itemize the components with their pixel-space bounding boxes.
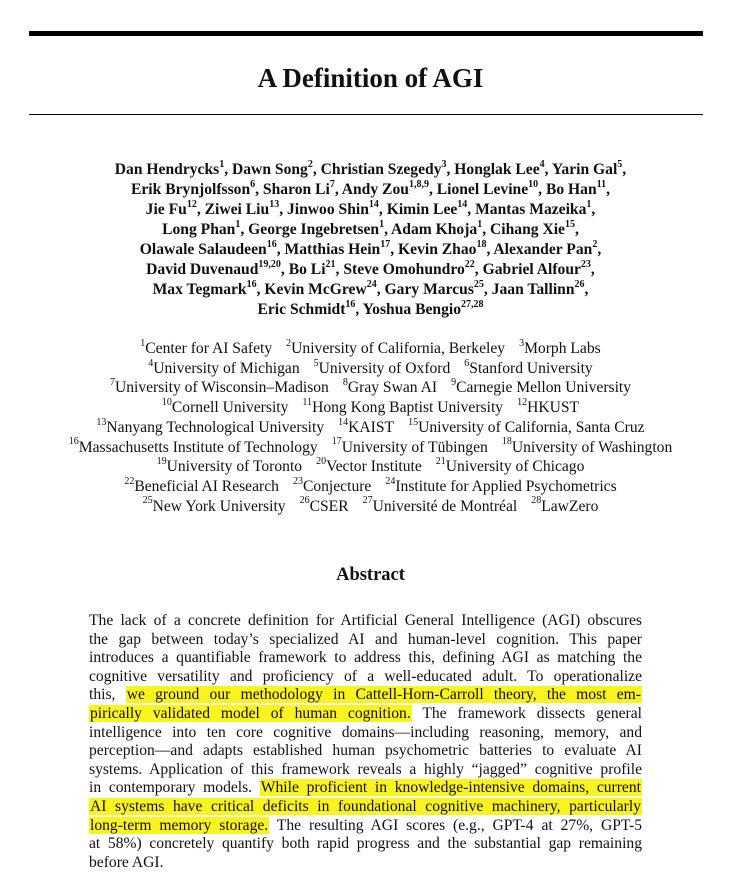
affiliation-item	[531, 495, 599, 515]
affiliation-name: University of Oxford	[318, 359, 451, 377]
abstract-text: perception—and adapts established human psychometric batteries to evaluate AI	[89, 742, 642, 760]
author-name: Honglak Lee	[454, 161, 540, 178]
author-name: Bo Li	[288, 261, 326, 278]
author-affiliation-marker: 2	[307, 158, 313, 170]
author-affiliation-marker: 5	[617, 158, 623, 170]
author-affiliation-marker: 16	[246, 278, 257, 290]
author-affiliation-marker: 1	[586, 198, 592, 210]
abstract-line	[89, 817, 642, 836]
abstract-text: The lack of a concrete definition for Artificial General Intelligence (AGI) obscures	[89, 612, 642, 629]
author-name: Olawale Salaudeen	[139, 241, 267, 258]
author-affiliation-marker: 14	[368, 198, 379, 210]
author-affiliation-marker: 18	[476, 238, 487, 250]
author-name: David Duvenaud	[146, 261, 259, 278]
affiliation-item	[343, 379, 437, 396]
affiliation-number: 23	[292, 475, 303, 487]
affiliation-item	[286, 337, 506, 357]
affiliation-name: University of California, Santa Cruz	[418, 418, 645, 436]
abstract-text: in contemporary models.	[89, 779, 260, 797]
affiliation-number: 8	[342, 377, 348, 389]
affiliation-name: New York University	[152, 497, 286, 515]
affiliation-line	[0, 418, 741, 438]
affiliation-name: KAIST	[348, 418, 395, 436]
author-name: Sharon Li	[262, 181, 330, 198]
abstract-text: this,	[89, 686, 126, 704]
affiliation-item	[68, 436, 318, 456]
affiliation-item	[385, 475, 617, 495]
affiliation-line	[0, 438, 741, 458]
highlighted-text: long-term memory storage.	[90, 816, 269, 834]
affiliation-item	[408, 416, 645, 436]
author-line: Max Tegmark$^{16}$, Kevin McGrew$^{24}$, Gary Marcus$^{25}$, Jaan Tallinn$^{26}$,	[152, 278, 589, 298]
affiliation-item	[316, 458, 422, 475]
abstract-line	[89, 761, 642, 780]
author-affiliation-marker: 16	[266, 238, 277, 250]
author-name: Andy Zou	[341, 181, 409, 198]
abstract-line	[89, 612, 642, 631]
affiliation-name: Gray Swan AI	[347, 379, 438, 397]
affiliation-name: University of California, Berkeley	[291, 340, 506, 357]
affiliation-name: Beneficial AI Research	[134, 477, 279, 495]
author-name: Kevin Zhao	[398, 241, 477, 258]
author-affiliation-marker: 7	[329, 178, 335, 190]
affiliation-item	[517, 396, 580, 417]
abstract-line	[89, 835, 642, 854]
abstract-line	[89, 705, 642, 724]
affiliation-item	[96, 416, 325, 436]
affiliation-name: Vector Institute	[326, 458, 422, 476]
affiliation-number: 1	[140, 337, 146, 349]
affiliation-number: 10	[161, 396, 172, 408]
affiliation-number: 7	[109, 377, 115, 389]
author-affiliation-marker: 17	[380, 238, 391, 250]
affiliation-name: Nanyang Technological University	[106, 418, 325, 436]
affiliation-name: Hong Kong Baptist University	[312, 399, 504, 417]
author-name: Dawn Song	[232, 161, 308, 178]
affiliation-name: CSER	[309, 497, 349, 515]
abstract-text: The resulting AGI scores (e.g., GPT-4 at 27%, GPT-5	[269, 816, 642, 834]
author-name: Erik Brynjolfsson	[130, 181, 251, 198]
affiliation-number: 18	[501, 436, 512, 448]
affiliation-item	[299, 495, 349, 515]
affiliation-item	[157, 458, 303, 475]
affiliation-item	[464, 357, 593, 377]
author-affiliation-marker: 1	[477, 218, 483, 230]
affiliation-line	[0, 359, 741, 379]
author-name: George Ingebretsen	[248, 221, 380, 238]
affiliation-item	[302, 396, 504, 417]
author-affiliation-marker: 25	[473, 278, 484, 290]
author-name: Gabriel Alfour	[482, 261, 581, 278]
abstract-line	[89, 724, 642, 743]
author-affiliation-marker: 2	[592, 238, 598, 250]
affiliation-item	[140, 337, 273, 357]
affiliation-number: 2	[286, 337, 292, 349]
author-affiliation-marker: 14	[457, 198, 468, 210]
author-affiliation-marker: 19,20	[258, 258, 281, 270]
highlighted-text: While proficient in knowledge-intensive domains, current	[260, 779, 641, 797]
author-name: Steve Omohundro	[343, 261, 465, 278]
affiliation-number: 14	[338, 416, 349, 428]
author-name: Yoshua Bengio	[362, 301, 461, 318]
abstract-text: introduces a quantifiable framework to address this, defining AGI as matching the	[89, 649, 642, 667]
author-name: Kevin McGrew	[264, 281, 367, 298]
author-affiliation-marker: 22	[464, 258, 475, 270]
affiliation-item	[313, 357, 451, 377]
affiliation-number: 5	[313, 357, 319, 369]
affiliation-number: 11	[302, 396, 313, 408]
author-name: Max Tegmark	[152, 281, 247, 298]
author-name: Eric Schmidt	[257, 301, 346, 318]
author-affiliation-marker: 21	[325, 258, 336, 270]
author-list	[20, 160, 721, 320]
affiliation-number: 15	[408, 416, 419, 428]
affiliation-item	[142, 495, 286, 515]
author-name: Jie Fu	[145, 201, 187, 218]
affiliation-number: 16	[68, 436, 79, 448]
affiliation-name: Carnegie Mellon University	[456, 379, 632, 397]
abstract-text: at 58%) concretely quantify both rapid progress and the substantial gap remaining	[89, 835, 642, 853]
affiliation-item	[110, 379, 329, 396]
abstract-line	[89, 798, 642, 817]
affiliation-line	[0, 457, 741, 477]
author-name: Yarin Gal	[551, 161, 618, 178]
title-bottom-rule	[29, 114, 703, 115]
abstract-body	[89, 612, 642, 872]
abstract-line	[89, 668, 642, 687]
affiliation-name: Stanford University	[469, 359, 593, 377]
affiliation-line	[0, 497, 741, 517]
author-affiliation-marker: 16	[345, 298, 356, 310]
affiliation-number: 20	[316, 456, 327, 468]
author-affiliation-marker: 23	[580, 258, 591, 270]
affiliation-number: 26	[299, 495, 310, 507]
affiliation-name: University of Washington	[511, 438, 673, 456]
author-name: Christian Szegedy	[320, 161, 442, 178]
affiliation-line	[0, 477, 741, 497]
affiliation-name: University of Michigan	[153, 359, 300, 377]
affiliation-name: Massachusetts Institute of Technology	[78, 438, 318, 456]
affiliation-list	[0, 339, 741, 516]
abstract-line	[89, 854, 642, 873]
affiliation-number: 21	[435, 456, 446, 468]
highlighted-text: AI systems have critical deficits in foundational cognitive machinery, particularly	[90, 797, 641, 815]
affiliation-item	[161, 396, 289, 417]
affiliation-name: Université de Montréal	[372, 497, 518, 515]
affiliation-name: University of Wisconsin–Madison	[114, 379, 329, 397]
author-affiliation-marker: 3	[441, 158, 447, 170]
affiliation-item	[519, 337, 601, 357]
abstract-text: intelligence into ten core cognitive domains—including reasoning, memory, and	[89, 723, 642, 741]
affiliation-line	[0, 339, 741, 359]
abstract-text: the gap between today’s specialized AI and human-level cognition. This paper	[89, 630, 642, 648]
affiliation-line	[0, 398, 741, 418]
affiliation-number: 9	[451, 377, 457, 389]
author-name: Gary Marcus	[384, 281, 474, 298]
abstract-line	[89, 779, 642, 798]
author-line: Long Phan$^1$, George Ingebretsen$^1$, Adam Khoja$^1$, Cihang Xie$^{15}$,	[162, 218, 579, 238]
author-name: Jinwoo Shin	[286, 201, 369, 218]
author-name: Adam Khoja	[391, 221, 478, 238]
affiliation-item	[124, 475, 279, 495]
author-affiliation-marker: 6	[250, 178, 256, 190]
author-name: Alexander Pan	[493, 241, 593, 258]
affiliation-name: Center for AI Safety	[145, 340, 273, 357]
author-affiliation-marker: 11	[596, 178, 607, 190]
abstract-line	[89, 649, 642, 668]
highlighted-text: we ground our methodology in Cattell-Horn-Carroll theory, the most em-	[126, 686, 641, 704]
author-affiliation-marker: 12	[186, 198, 197, 210]
author-name: Bo Han	[545, 181, 597, 198]
affiliation-number: 24	[385, 475, 396, 487]
abstract-text: systems. Application of this framework reveals a highly “jagged” cognitive profile	[89, 760, 642, 778]
author-affiliation-marker: 24	[366, 278, 377, 290]
author-line: David Duvenaud$^{19,20}$, Bo Li$^{21}$, Steve Omohundro$^{22}$, Gabriel Alfour$^{23}$,	[146, 258, 595, 278]
author-line: Jie Fu$^{12}$, Ziwei Liu$^{13}$, Jinwoo Shin$^{14}$, Kimin Lee$^{14}$, Mantas Mazeika$^1$,	[145, 198, 596, 218]
affiliation-number: 27	[362, 495, 373, 507]
author-affiliation-marker: 1	[379, 218, 385, 230]
affiliation-number: 6	[464, 357, 470, 369]
author-line: Dan Hendrycks$^1$, Dawn Song$^2$, Christian Szegedy$^3$, Honglak Lee$^4$, Yarin Gal$^5$,	[114, 158, 627, 178]
affiliation-item	[501, 436, 673, 456]
author-line: Eric Schmidt$^{16}$, Yoshua Bengio$^{27,28}$	[257, 298, 484, 318]
affiliation-name: Morph Labs	[524, 340, 601, 357]
affiliation-line	[0, 378, 741, 398]
affiliation-item	[436, 458, 585, 475]
abstract-text: The framework dissects general	[411, 704, 642, 722]
author-name: Lionel Levine	[436, 181, 529, 198]
paper-title: A Definition of AGI	[257, 63, 484, 93]
author-line: Olawale Salaudeen$^{16}$, Matthias Hein$^{17}$, Kevin Zhao$^{18}$, Alexander Pan$^2$,	[139, 238, 602, 258]
title-top-rule	[29, 31, 703, 36]
affiliation-item	[331, 436, 488, 456]
affiliation-item	[338, 416, 395, 436]
affiliation-number: 28	[531, 495, 542, 507]
affiliation-name: LawZero	[541, 497, 599, 515]
affiliation-name: University of Chicago	[445, 458, 585, 476]
author-affiliation-marker: 1	[235, 218, 241, 230]
author-name: Cihang Xie	[490, 221, 565, 238]
author-affiliation-marker: 1,8,9	[408, 178, 429, 190]
affiliation-name: Institute for Applied Psychometrics	[395, 477, 617, 495]
author-name: Mantas Mazeika	[475, 201, 587, 218]
author-name: Ziwei Liu	[204, 201, 270, 218]
affiliation-number: 3	[519, 337, 525, 349]
affiliation-name: University of Toronto	[166, 458, 303, 476]
highlighted-text: pirically validated model of human cognition.	[90, 704, 411, 722]
affiliation-item	[451, 379, 631, 396]
author-name: Long Phan	[162, 221, 236, 238]
abstract-text: cognitive versatility and proficiency of a well-educated adult. To operationalize	[89, 667, 642, 685]
author-affiliation-marker: 27,28	[461, 298, 484, 310]
abstract-line	[89, 742, 642, 761]
affiliation-number: 22	[124, 475, 135, 487]
author-affiliation-marker: 15	[564, 218, 575, 230]
author-name: Matthias Hein	[284, 241, 381, 258]
affiliation-number: 4	[148, 357, 154, 369]
author-name: Kimin Lee	[386, 201, 458, 218]
affiliation-number: 12	[517, 396, 528, 408]
affiliation-item	[292, 475, 372, 495]
affiliation-name: University of Tübingen	[341, 438, 488, 456]
affiliation-name: Conjecture	[302, 477, 372, 495]
affiliation-number: 17	[331, 436, 342, 448]
abstract-line	[89, 631, 642, 650]
affiliation-number: 19	[156, 456, 167, 468]
author-affiliation-marker: 13	[269, 198, 280, 210]
abstract-heading: Abstract	[336, 565, 405, 585]
affiliation-name: Cornell University	[171, 399, 289, 417]
affiliation-number: 13	[96, 416, 107, 428]
affiliation-item	[362, 495, 518, 515]
author-name: Dan Hendrycks	[114, 161, 220, 178]
author-affiliation-marker: 26	[574, 278, 585, 290]
affiliation-name: HKUST	[527, 399, 580, 417]
affiliation-number: 25	[142, 495, 153, 507]
author-affiliation-marker: 4	[539, 158, 545, 170]
abstract-line	[89, 686, 642, 705]
author-affiliation-marker: 10	[528, 178, 539, 190]
abstract-text: before AGI.	[89, 853, 164, 871]
author-affiliation-marker: 1	[219, 158, 225, 170]
author-name: Jaan Tallinn	[491, 281, 575, 298]
author-line: Erik Brynjolfsson$^6$, Sharon Li$^7$, Andy Zou$^{1,8,9}$, Lionel Levine$^{10}$, Bo Han$^{11}$,	[130, 178, 610, 198]
affiliation-item	[148, 357, 300, 377]
